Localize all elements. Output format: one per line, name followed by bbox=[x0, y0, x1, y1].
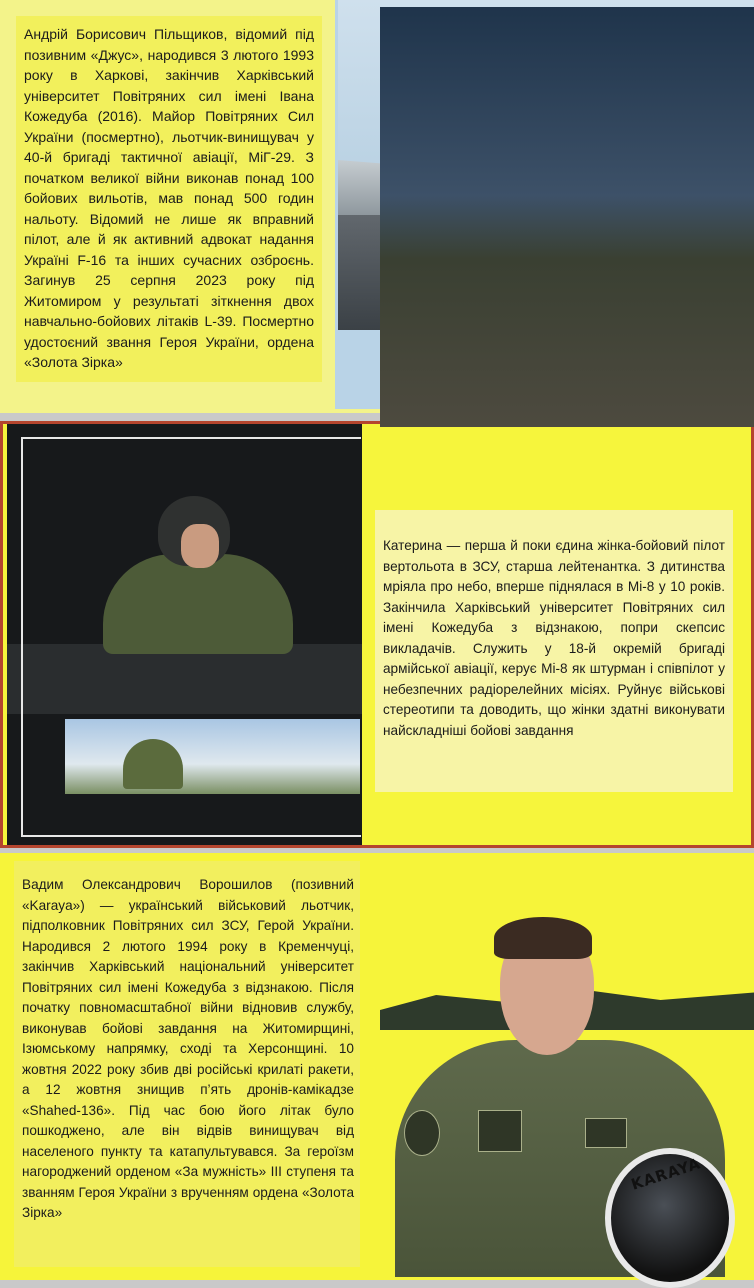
kateryna-bio-text: Катерина — перша й поки єдина жінка-бойовий пілот вертольота в ЗСУ, старша лейтенантка. З дитинства мріяла про небо, вперше піднялася в Мі-8 у 10 років. Закінчила Харківський університет Повітряних сил імені Кожедуба з відзнакою, попри скепсис викладачів. Служить у 18-й окремій бригаді армійської авіації, керує Мі-8 як штурман і співпілот у небезпечних радіорелейних місіях. Руйнує військові стереотипи та доводить, що жінки здатні виконувати найскладніші бойові завдання bbox=[375, 510, 733, 792]
chest-patch bbox=[585, 1118, 627, 1148]
pilot-hair bbox=[494, 917, 592, 959]
shoulder-patch bbox=[478, 1110, 522, 1152]
helmet-callsign-label: KARAYA bbox=[628, 1154, 704, 1194]
arm-patch bbox=[404, 1110, 440, 1156]
voroshylov-photo bbox=[380, 7, 754, 427]
pilshchykov-bio-text: Андрій Борисович Пільщиков, відомий під позивним «Джус», народився 3 лютого 1993 року в Харкові, закінчив Харківський університет Повітряних сил імені Івана Кожедуба (2016). Майор Повітряних Сил України (посмертно), льотчик-винищувач у 40-й бригаді тактичної авіації, МіГ-29. З початком великої війни виконав понад 100 бойових вильотів, мав понад 500 годин нальоту. Відомий не лише як вправний пілот, але й як активний адвокат надання Україні F-16 та інших сучасних озброєнь. Загинув 25 серпня 2023 року під Житомиром у результаті зіткнення двох навчально-бойових літаків L-39. Посмертно удостоєний звання Героя України, ордена «Золота Зірка» bbox=[16, 16, 322, 382]
voroshylov-bio-text: Вадим Олександрович Ворошилов (позивний «Karaya») — український військовий льотчик, підполковник Повітряних сил ЗСУ, Герой України. Народився 2 лютого 1994 року в Кременчуці, закінчив Харківський національний університет Повітряних сил імені Кожедуба з відзнакою. Після початку повномасштабної війни відновив службу, виконував бойові завдання на Житомирщині, Ізюмському напрямку, сході та Херсонщині. 10 жовтня 2022 року збив дві російські крилаті ракети, а 12 жовтня знищив п’ять дронів-камікадзе «Shahed-136». Під час бою його літак було пошкоджено, але він відвів винищувач від населеного пункту та катапультувався. За героїзм нагороджений орденом «За мужність» III ступеня та званням Героя України з врученням ордена «Золота Зірка» bbox=[14, 861, 360, 1267]
photo-frame bbox=[21, 437, 361, 837]
kateryna-panel bbox=[0, 421, 754, 848]
